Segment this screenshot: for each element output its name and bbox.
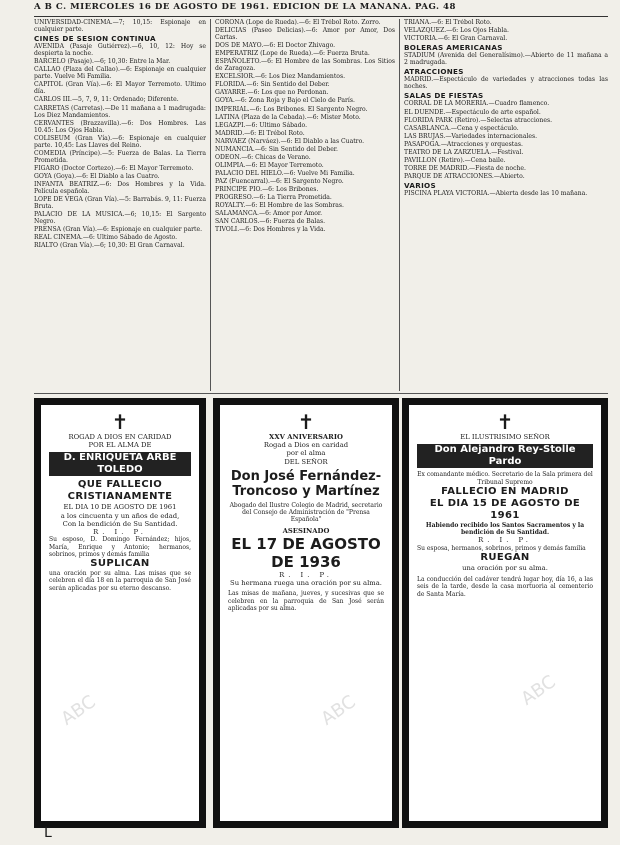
list-item: EXCELSIOR.—6: Los Diez Mandamientos. (215, 73, 346, 81)
notice-text: Las misas de mañana, jueves, y sucesivas que se celebren en la parroquia de San José serán aplicadas por su alma. (228, 590, 384, 612)
notice-date: EL 17 DE AGOSTO DE 1936 (231, 534, 381, 571)
notice-line: Su hermana ruega una oración por su alma. (230, 579, 382, 588)
list-item: PISCINA PLAYA VICTORIA.—Abierta desde las 10 mañana. (404, 189, 588, 197)
rip-label: R. I. P. (478, 536, 532, 545)
list-item: FLORIDA PARK (Retiro).—Selectas atracciones. (404, 116, 553, 124)
list-item: SAN CARLOS.—6: Fuerza de Balas. (215, 218, 326, 226)
list-item: CASABLANCA.—Cena y espectáculo. (404, 124, 519, 132)
list-item: LATINA (Plaza de la Cebada).—6: Mister Moto. (215, 113, 361, 121)
notice-text: Abogado del Ilustre Colegio de Madrid, secretario del Consejo de Administración de "Prensa Española" (229, 501, 383, 524)
column-3 (404, 19, 608, 391)
list-item: ROYALTY.—6: El Hombre de las Sombras. (215, 202, 344, 210)
column-1 (34, 19, 206, 391)
notice-line: FALLECIO EN MADRID (441, 485, 569, 497)
list-item: TEATRO DE LA ZARZUELA.—Festival. (404, 148, 524, 156)
notice-text: La conducción del cadáver tendrá lugar hoy, día 16, a las seis de la tarde, desde la casa mortuoria al cementerio de Santa María. (417, 576, 593, 598)
list-item: SALAMANCA.—6: Amor por Amor. (215, 210, 323, 218)
list-item: EMPERATRIZ (Lope de Rueda).—6: Fuerza Bruta. (215, 50, 370, 58)
list-item: TORRE DE MADRID.—Fiesta de noche. (404, 164, 526, 172)
list-item: MADRID.—Espectáculo de variedades y atracciones todas las noches. (404, 76, 608, 91)
notice-line: por el alma (286, 449, 326, 458)
list-item: REAL CINEMA.—6: Ultimo Sábado de Agosto. (34, 234, 178, 242)
list-item: FIGARO (Doctor Cortezo).—6: El Mayor Terremoto. (34, 164, 194, 172)
column-divider (399, 19, 400, 391)
obituary-notice-3 (402, 398, 608, 828)
list-item: LEGAZPI.—6: Ultimo Sábado. (215, 121, 308, 129)
list-item: GAYARRE.—6: Los que no Perdonan. (215, 89, 329, 97)
obituary-notice-1 (34, 398, 206, 828)
list-item: CARRETAS (Carretas).—De 11 mañana a 1 madrugada: Los Diez Mandamientos. (34, 104, 206, 119)
watermark-logo: ABC (517, 671, 560, 710)
list-item: CORONA (Lope de Rueda).—6: El Trébol Roto. Zorro. (215, 19, 381, 26)
horizontal-divider (34, 393, 608, 394)
list-item: OLIMPIA.—6: El Mayor Terremoto. (215, 161, 324, 169)
list-item: INFANTA BEATRIZ.—6: Dos Hombres y la Vida. Película española. (34, 180, 206, 196)
list-item: BARCELO (Pasaje).—6; 10,30: Entre la Mar. (34, 58, 171, 66)
list-item: MADRID.—6: El Trébol Roto. (215, 129, 305, 137)
list-item: PASAPOGA.—Atracciones y orquestas. (404, 140, 523, 148)
list-item: CAPITOL (Gran Vía).—6: El Mayor Terremoto. Ultimo día. (34, 81, 206, 96)
list-item: PALACIO DE LA MUSICA.—6; 10,15: El Sargento Negro. (34, 211, 206, 226)
page-header: A B C. MIERCOLES 16 DE AGOSTO DE 1961. EDICION DE LA MAÑANA. PAG. 48 (34, 2, 608, 17)
list-item: ODEON.—6: Chicas de Verano. (215, 153, 311, 161)
obituary-notice-2 (213, 398, 399, 828)
cross-icon: ✝ (496, 410, 514, 434)
page-corner-mark: L (44, 825, 52, 841)
list-item: DOS DE MAYO.—6: El Doctor Zhivago. (215, 42, 336, 50)
list-item: PAVILLON (Retiro).—Cena baile. (404, 156, 506, 164)
notice-line: EL ILUSTRISIMO SEÑOR (460, 433, 550, 441)
list-item: TIVOLI.—6: Dos Hombres y la Vida. (215, 226, 326, 234)
list-item: STADIUM (Avenida del Generalísimo).—Abierto de 11 mañana a 2 madrugada. (404, 52, 608, 67)
column-2 (215, 19, 395, 391)
list-item: PRENSA (Gran Vía).—6: Espionaje en cualquier parte. (34, 226, 203, 234)
deceased-name: D. ENRIQUETA ARBE TOLEDO (49, 452, 191, 476)
notice-line: Con la bendición de Su Santidad. (62, 519, 178, 528)
notice-line: a los cincuenta y un años de edad, (60, 511, 180, 520)
list-item: PRINCIPE PIO.—6: Los Bribones. (215, 185, 319, 193)
list-item: VICTORIA.—6: El Gran Carnaval. (404, 35, 508, 43)
notice-line: RUEGAN (480, 551, 530, 563)
list-item: TRIANA.—6: El Trébol Roto. (404, 19, 492, 26)
notice-text: Habiendo recibido los Santos Sacramentos y la bendición de Su Santidad. (425, 521, 585, 537)
cross-icon: ✝ (297, 410, 315, 434)
list-item: EL DUENDE.—Espectáculo de arte español. (404, 108, 541, 116)
section-title-varios: VARIOS (404, 180, 436, 190)
list-item: VELAZQUEZ.—6: Los Ojos Habla. (404, 27, 509, 35)
notice-line: ROGAD A DIOS EN CARIDAD (68, 433, 172, 441)
list-item: LAS BRUJAS.—Variedades internacionales. (404, 132, 538, 140)
column-1-top-item: UNIVERSIDAD-CINEMA.—7; 10,15: Espionaje en cualquier parte. (34, 19, 206, 34)
notice-line: EL DIA 15 DE AGOSTO DE 1961 (429, 497, 581, 521)
notice-line: Rogad a Dios en caridad (263, 441, 349, 450)
list-item: COMEDIA (Príncipe).—5: Fuerza de Balas. La Tierra Prometida. (34, 149, 206, 164)
notice-line: una oración por su alma. (462, 563, 548, 572)
list-item: GOYA (Goya).—6: El Diablo a las Cuatro. (34, 172, 160, 180)
notice-line: DEL SEÑOR (284, 457, 328, 466)
rip-label: R. I. P. (279, 570, 333, 579)
list-item: CORRAL DE LA MORERIA.—Cuadro flamenco. (404, 100, 550, 108)
rip-label: R. I. P. (93, 528, 147, 537)
cross-icon: ✝ (111, 410, 129, 434)
watermark-logo: ABC (57, 691, 100, 730)
notice-line: SUPLICAN (90, 558, 150, 570)
list-item: COLISEUM (Gran Vía).—6: Espionaje en cualquier parte. 10,45: Las Llaves del Reino. (34, 134, 206, 149)
list-item: IMPERIAL.—6: Los Bribones. El Sargento Negro. (215, 105, 368, 113)
section-title-salas-fiestas: SALAS DE FIESTAS (404, 91, 484, 101)
watermark-logo: ABC (317, 691, 360, 730)
list-item: PROGRESO.—6: La Tierra Prometida. (215, 194, 332, 202)
list-item: CALLAO (Plaza del Callao).—6: Espionaje en cualquier parte. Vuelve Mi Familia. (34, 66, 206, 81)
list-item: CERVANTES (Brazzavilla).—6: Dos Hombres. Las 10.45: Los Ojos Habla. (34, 119, 206, 134)
notice-line: EL DIA 10 DE AGOSTO DE 1961 (63, 503, 177, 512)
notice-text: una oración por su alma. Las misas que se celebren el día 18 en la parroquia de San José serán aplicadas por su eterno descanso. (49, 570, 191, 592)
notice-text: Ex comandante médico. Secretario de la Sala primera del Tribunal Supremo (417, 471, 593, 486)
list-item: PARQUE DE ATRACCIONES.—Abierto. (404, 172, 525, 180)
notice-line: ASESINADO (282, 526, 330, 535)
section-title-boleras: BOLERAS AMERICANAS (404, 43, 503, 53)
notice-text: Su esposo, D. Domingo Fernández; hijos, María, Enrique y Antonio; hermanos, sobrinos, primos y demás familia (49, 536, 191, 558)
column-divider (210, 19, 211, 391)
deceased-name: Don Alejandro Rey-Stolle Pardo (417, 444, 593, 468)
list-item: NUMANCIA.—6: Sin Sentido del Deber. (215, 145, 338, 153)
list-item: ESPAÑOLETO.—6: El Hombre de las Sombras. Los Sitios de Zaragoza. (215, 58, 395, 73)
list-item: FLORIDA.—6: Sin Sentido del Deber. (215, 81, 330, 89)
section-title-atracciones: ATRACCIONES (404, 67, 464, 77)
notice-line: CRISTIANAMENTE (67, 491, 173, 503)
list-item: GOYA.—6: Zona Roja y Bajo el Cielo de París. (215, 97, 355, 105)
list-item: RIALTO (Gran Vía).—6; 10,30: El Gran Carnaval. (34, 242, 185, 250)
list-item: NARVAEZ (Narváez).—6: El Diablo a las Cuatro. (215, 137, 365, 145)
notice-line: POR EL ALMA DE (88, 441, 152, 450)
notice-line: XXV ANIVERSARIO (269, 433, 343, 441)
list-item: AVENIDA (Pasaje Gutiérrez).—6, 10, 12: Hoy se despierta la noche. (34, 43, 206, 58)
list-item: DELICIAS (Paseo Delicias).—6: Amor por Amor, Dos Cartas. (215, 27, 395, 42)
deceased-name: Don José Fernández-Troncoso y Martínez (230, 468, 382, 499)
list-item: CARLOS III.—5, 7, 9, 11: Ordenado; Diferente. (34, 96, 179, 104)
notice-text: Su esposa, hermanos, sobrinos, primos y demás familia (417, 544, 586, 552)
section-title-cines-sesion-continua: CINES DE SESION CONTINUA (34, 34, 156, 44)
list-item: PAZ (Fuencarral).—6: El Sargento Negro. (215, 177, 344, 185)
list-item: PALACIO DEL HIELO.—6: Vuelve Mi Familia. (215, 169, 355, 177)
notice-line: QUE FALLECIO (77, 479, 163, 491)
list-item: LOPE DE VEGA (Gran Vía).—5: Barrabás. 9, 11: Fuerza Bruta. (34, 196, 206, 211)
